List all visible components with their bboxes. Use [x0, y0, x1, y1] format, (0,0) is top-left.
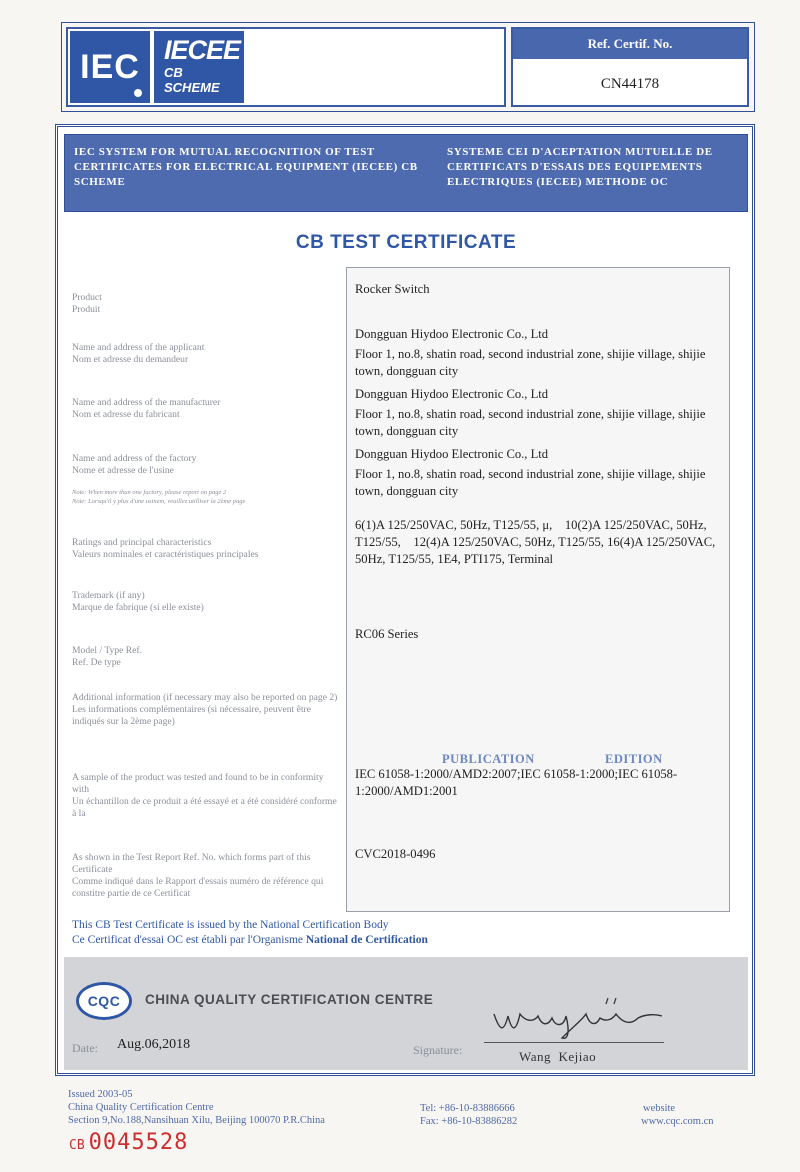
factory-note [72, 488, 342, 506]
applicant-label-fr: Nom et adresse du demandeur [72, 354, 189, 365]
publication-header: PUBLICATION [442, 752, 535, 766]
date-label: Date: [72, 1041, 98, 1055]
manufacturer-value [355, 386, 727, 440]
banner-english: IEC SYSTEM FOR MUTUAL RECOGNITION OF TEST CERTIFICATES FOR ELECTRICAL EQUIPMENT (IECEE) CB SCHEME [74, 146, 418, 188]
iec-logo-text: IEC [80, 47, 140, 86]
conformity-label-en: A sample of the product was tested and found to be in conformity with [72, 772, 324, 795]
footer-issuer [68, 1088, 398, 1127]
footer-contact [420, 1102, 610, 1128]
signature-line [484, 1042, 664, 1043]
manufacturer-address: Floor 1, no.8, shatin road, second industrial zone, shijie village, shijie town, dongguan city [355, 407, 706, 438]
edition-header: EDITION [605, 752, 663, 766]
test-report-label [72, 852, 342, 900]
applicant-address: Floor 1, no.8, shatin road, second industrial zone, shijie village, shijie town, dongguan city [355, 347, 706, 378]
additional-info-label-fr: Les informations complémentaires (si nécessaire, peuvent être indiqués sur la 2ème page) [72, 704, 311, 727]
cqc-logo: CQC [76, 982, 132, 1020]
trademark-label-en: Trademark (if any) [72, 590, 145, 601]
ref-number: CN44178 [600, 75, 660, 92]
banner-french: SYSTEME CEI D'ACEPTATION MUTUELLE DE CERTIFICATS D'ESSAIS DES EQUIPEMENTS ELECTRIQUES (IECEE) METHODE OC [447, 146, 713, 188]
manufacturer-label [72, 397, 342, 421]
product-label-fr: Produit [72, 304, 101, 315]
cb-logo-text: CB [164, 65, 183, 80]
certification-body-name: CHINA QUALITY CERTIFICATION CENTRE [145, 992, 434, 1007]
footer-issued-date: Issued 2003-05 [68, 1089, 133, 1100]
product-label [72, 292, 342, 316]
iec-logo-dot [134, 89, 142, 97]
ratings-label-fr: Valeurs nominales et caractéristiques principales [72, 549, 259, 560]
iecee-cb-scheme-logo [154, 31, 244, 103]
factory-label [72, 453, 342, 477]
applicant-value [355, 326, 727, 380]
factory-label-en: Name and address of the factory [72, 453, 197, 464]
footer-fax: Fax: +86-10-83886282 [420, 1116, 518, 1127]
iecee-logo-text: IECEE [164, 35, 241, 65]
signature-label: Signature: [413, 1043, 463, 1057]
footer-website-label: website [643, 1103, 676, 1114]
test-report-label-en: As shown in the Test Report Ref. No. which forms part of this Certificate [72, 852, 311, 875]
conformity-label-fr: Un échantillon de ce produit a été essayé et a été considéré conforme à la [72, 796, 337, 819]
trademark-label [72, 590, 342, 614]
test-report-label-fr: Comme indiqué dans le Rapport d'essais numéro de référence qui constitre partie de ce Certificat [72, 876, 324, 899]
iec-logo [70, 31, 150, 103]
trademark-label-fr: Marque de fabrique (si elle existe) [72, 602, 204, 613]
applicant-label-en: Name and address of the applicant [72, 342, 205, 353]
ratings-label [72, 537, 342, 561]
cb-prefix: CB [69, 1138, 85, 1153]
model-label [72, 645, 342, 669]
certificate-title: CB TEST CERTIFICATE [295, 232, 517, 253]
additional-info-label-en: Additional information (if necessary may also be reported on page 2) [72, 692, 338, 703]
manufacturer-name: Dongguan Hiydoo Electronic Co., Ltd [355, 387, 549, 401]
conformity-label [72, 772, 342, 820]
factory-label-fr: Nome et adresse de l'usine [72, 465, 174, 476]
factory-address: Floor 1, no.8, shatin road, second industrial zone, shijie village, shijie town, dongguan city [355, 467, 706, 498]
additional-info-label [72, 692, 342, 728]
factory-note-en: Note: When more than one factory, please report on page 2 [72, 489, 227, 496]
ratings-label-en: Ratings and principal characteristics [72, 537, 212, 548]
ratings-value: 6(1)A 125/250VAC, 50Hz, T125/55, μ, 10(2)A 125/250VAC, 50Hz, T125/55, 12(4)A 125/250VAC, 50Hz, T125/55, 16(4)A 125/250VAC, 50Hz, T125/55, 1E4, PTI175, Terminal [355, 518, 719, 566]
date-value: Aug.06,2018 [117, 1037, 191, 1052]
factory-value [355, 446, 727, 500]
issuing-body-statement [72, 918, 692, 948]
product-value: Rocker Switch [355, 282, 430, 296]
issuing-body-fr [72, 933, 692, 948]
handwritten-signature [486, 992, 666, 1042]
scheme-logo-text: SCHEME [164, 80, 220, 95]
footer-website [641, 1102, 761, 1128]
model-value: RC06 Series [355, 627, 419, 641]
footer-address: Section 9,No.188,Nansihuan Xilu, Beijing 100070 P.R.China [68, 1115, 325, 1126]
footer-tel: Tel: +86-10-83886666 [420, 1103, 515, 1114]
issuing-body-fr-bold: National de Certification [305, 934, 428, 946]
publication-edition-header [442, 752, 732, 767]
issuing-body-fr-text: Ce Certificat d'essai OC est établi par l'Organisme [72, 934, 306, 946]
model-label-fr: Ref. De type [72, 657, 121, 668]
footer-org: China Quality Certification Centre [68, 1102, 214, 1113]
issuing-body-en: This CB Test Certificate is issued by the National Certification Body [72, 919, 389, 931]
footer-website-url: www.cqc.com.cn [641, 1116, 714, 1127]
applicant-name: Dongguan Hiydoo Electronic Co., Ltd [355, 327, 549, 341]
test-report-value: CVC2018-0496 [355, 847, 436, 861]
applicant-label [72, 342, 342, 366]
manufacturer-label-en: Name and address of the manufacturer [72, 397, 221, 408]
factory-note-fr: Note: Lorsqu'il y plus d'une usinem, veuillez utilliser la 2ème page [72, 498, 246, 505]
standards-value: IEC 61058-1:2000/AMD2:2007;IEC 61058-1:2000;IEC 61058-1:2000/AMD1:2001 [355, 767, 678, 798]
ref-label: Ref. Certif. No. [513, 29, 747, 59]
cb-serial-number [69, 1130, 188, 1155]
signer-name: Wang Kejiao [519, 1049, 597, 1064]
model-label-en: Model / Type Ref. [72, 645, 143, 656]
cb-number: 0045528 [88, 1130, 189, 1155]
product-label-en: Product [72, 292, 102, 303]
factory-name: Dongguan Hiydoo Electronic Co., Ltd [355, 447, 549, 461]
manufacturer-label-fr: Nom et adresse du fabricant [72, 409, 180, 420]
